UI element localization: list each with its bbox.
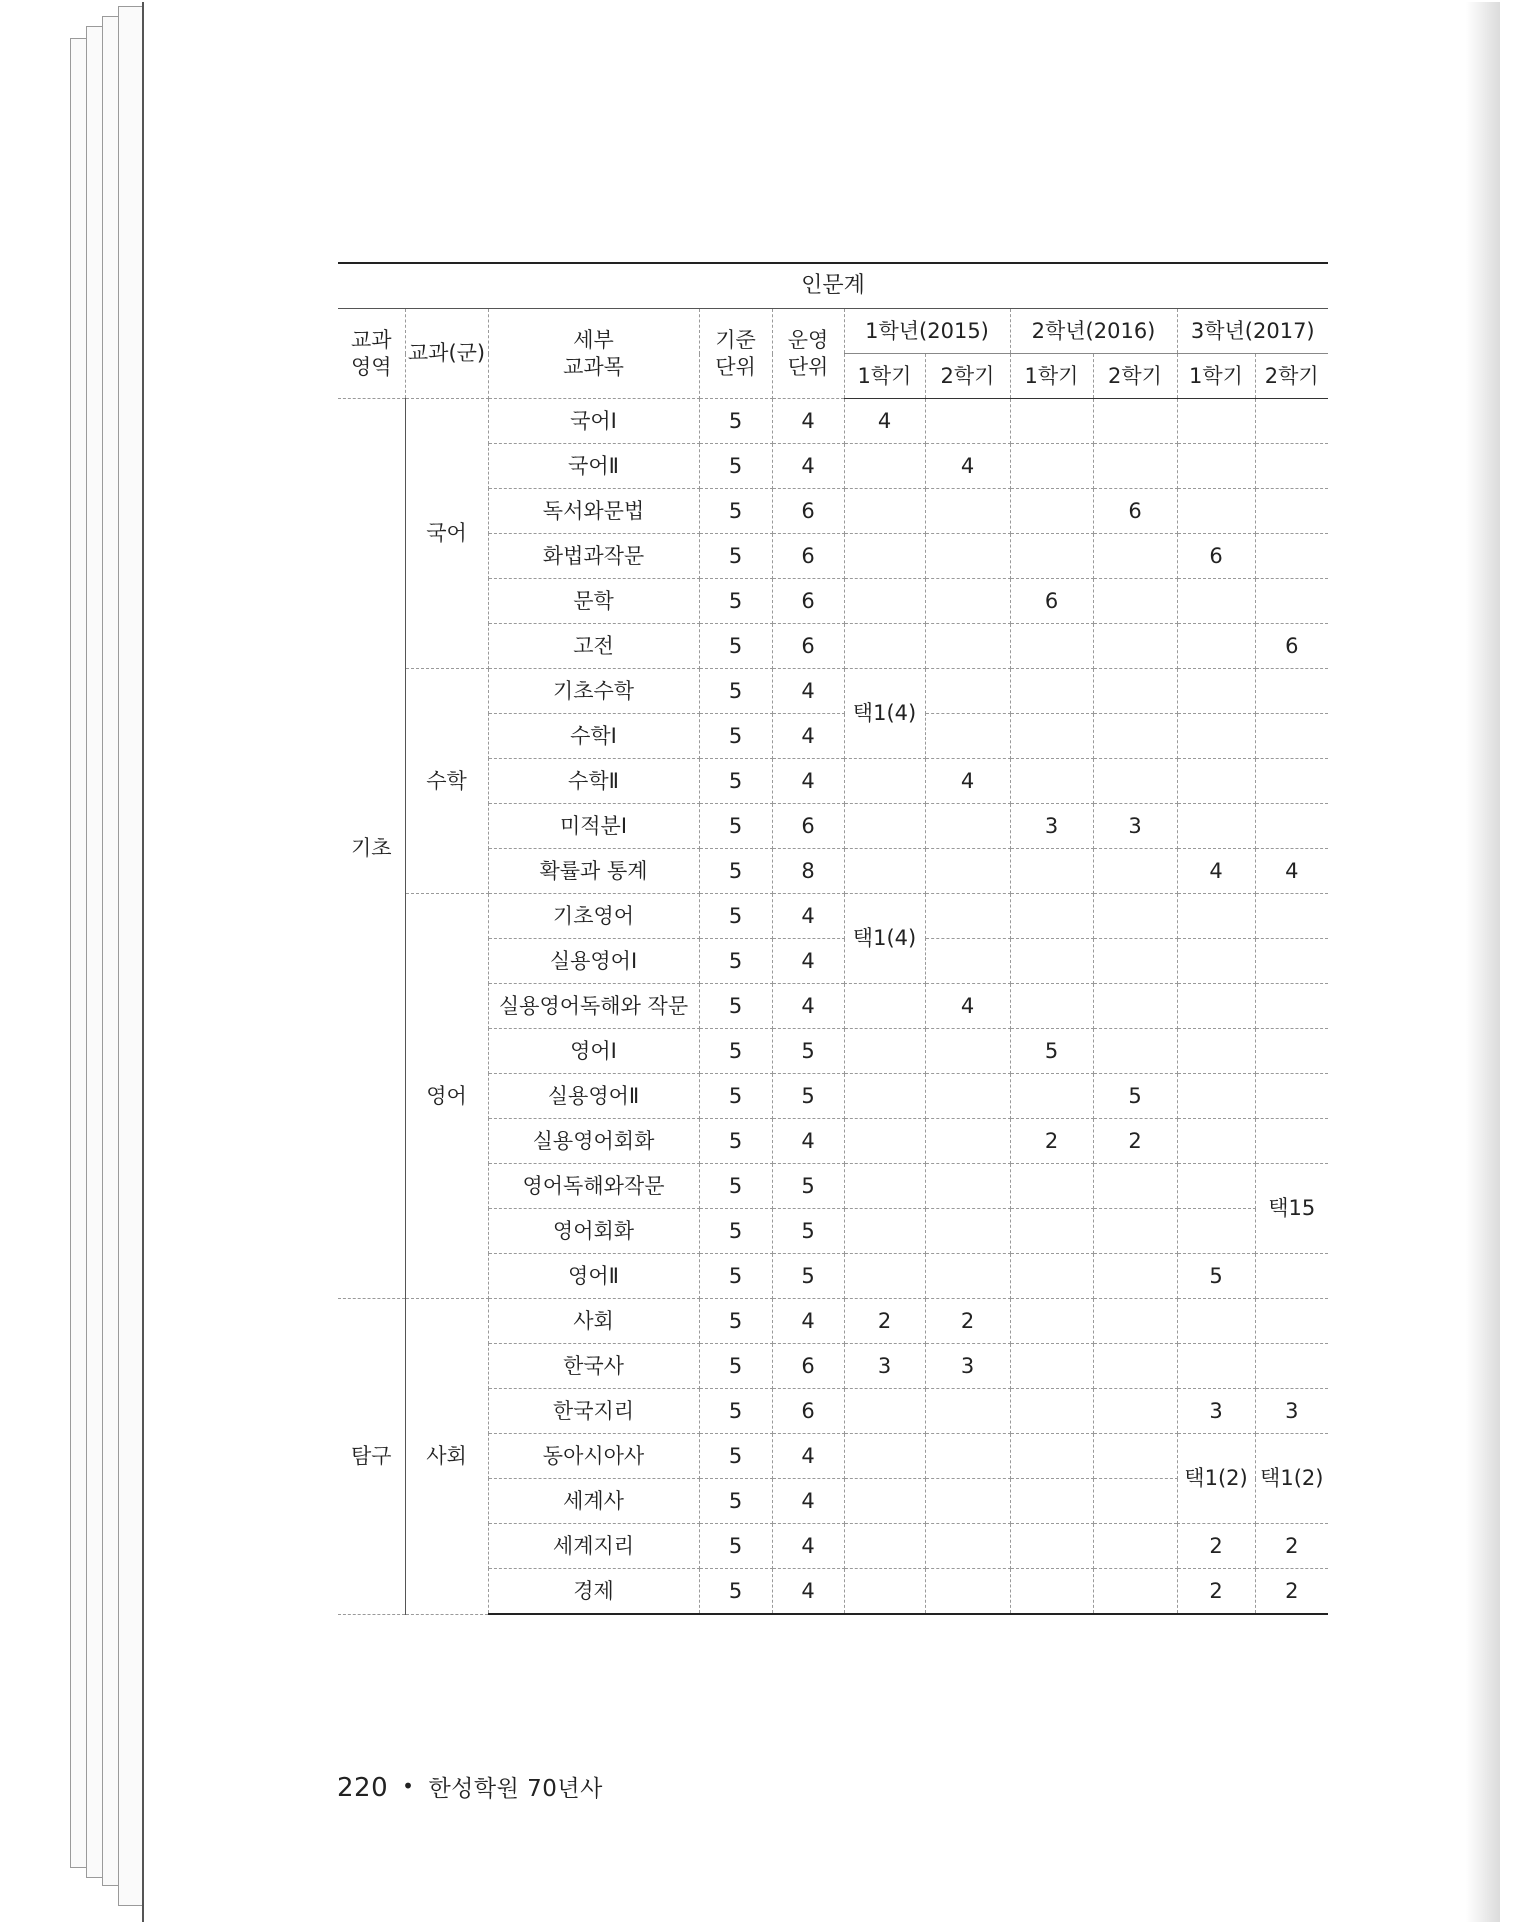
semester-cell: 2 [1177,1569,1255,1615]
subject-cell: 확률과 통계 [488,849,699,894]
semester-cell [1010,1209,1093,1254]
op-unit-cell: 4 [772,669,844,714]
semester-cell: 3 [1093,804,1177,849]
semester-cell [1255,1344,1328,1389]
subject-cell: 세계지리 [488,1524,699,1569]
semester-cell: 6 [1255,624,1328,669]
op-unit-cell: 4 [772,1434,844,1479]
op-unit-cell: 6 [772,1389,844,1434]
semester-cell [925,1389,1010,1434]
semester-cell [925,714,1010,759]
semester-cell [844,489,925,534]
semester-cell [1255,984,1328,1029]
semester-cell: 3 [1177,1389,1255,1434]
std-unit-cell: 5 [699,1164,772,1209]
header-semester: 1학기 [1010,354,1093,399]
semester-cell [1177,1299,1255,1344]
semester-cell [1177,489,1255,534]
semester-cell [925,1119,1010,1164]
semester-cell [1177,1344,1255,1389]
std-unit-cell: 5 [699,804,772,849]
semester-cell [1010,489,1093,534]
area-cell: 탐구 [338,1299,405,1615]
semester-cell [1010,1434,1093,1479]
semester-cell: 2 [844,1299,925,1344]
semester-cell [925,1524,1010,1569]
header-operating-units: 운영 단위 [772,309,844,399]
op-unit-cell: 5 [772,1164,844,1209]
semester-cell: 2 [1177,1524,1255,1569]
op-unit-cell: 5 [772,1254,844,1299]
semester-cell [1093,624,1177,669]
subject-cell: 독서와문법 [488,489,699,534]
semester-cell: 3 [844,1344,925,1389]
semester-cell [925,939,1010,984]
semester-cell [1010,1254,1093,1299]
semester-cell [1255,489,1328,534]
semester-cell [1255,939,1328,984]
semester-cell [1010,444,1093,489]
semester-cell [844,1254,925,1299]
header-semester: 2학기 [1093,354,1177,399]
semester-cell: 택1(2) [1255,1434,1328,1524]
page-number: 220 [337,1773,389,1803]
op-unit-cell: 4 [772,1299,844,1344]
header-area: 교과 영역 [338,309,405,399]
semester-cell [1177,714,1255,759]
semester-cell: 5 [1177,1254,1255,1299]
semester-cell [1255,399,1328,444]
semester-cell [1010,894,1093,939]
semester-cell [1093,1029,1177,1074]
std-unit-cell: 5 [699,444,772,489]
semester-cell: 택1(4) [844,894,925,984]
semester-cell [1093,1524,1177,1569]
semester-cell [1093,1209,1177,1254]
op-unit-cell: 4 [772,1569,844,1615]
subject-cell: 경제 [488,1569,699,1615]
semester-cell: 2 [925,1299,1010,1344]
subject-cell: 영어Ⅱ [488,1254,699,1299]
op-unit-cell: 5 [772,1209,844,1254]
group-cell: 영어 [405,894,488,1299]
semester-cell [1010,1389,1093,1434]
subject-cell: 화법과작문 [488,534,699,579]
semester-cell: 2 [1010,1119,1093,1164]
semester-cell [1093,894,1177,939]
semester-cell [844,1434,925,1479]
op-unit-cell: 4 [772,714,844,759]
semester-cell [1255,894,1328,939]
subject-cell: 세계사 [488,1479,699,1524]
header-semester: 2학기 [1255,354,1328,399]
op-unit-cell: 4 [772,399,844,444]
header-semester: 2학기 [925,354,1010,399]
subject-cell: 수학Ⅱ [488,759,699,804]
semester-cell [1177,444,1255,489]
semester-cell: 택15 [1255,1164,1328,1254]
header-semester: 1학기 [1177,354,1255,399]
semester-cell [925,804,1010,849]
semester-cell [925,1209,1010,1254]
semester-cell: 2 [1093,1119,1177,1164]
subject-cell: 실용영어Ⅰ [488,939,699,984]
op-unit-cell: 4 [772,939,844,984]
semester-cell [844,1119,925,1164]
op-unit-cell: 4 [772,1119,844,1164]
semester-cell: 6 [1010,579,1093,624]
semester-cell [1010,984,1093,1029]
subject-cell: 미적분Ⅰ [488,804,699,849]
group-cell: 사회 [405,1299,488,1615]
semester-cell [844,1389,925,1434]
curriculum-table-wrapper [338,262,1328,1615]
subject-cell: 고전 [488,624,699,669]
semester-cell: 2 [1255,1524,1328,1569]
std-unit-cell: 5 [699,534,772,579]
semester-cell [1177,1029,1255,1074]
semester-cell [1255,759,1328,804]
semester-cell [1093,579,1177,624]
semester-cell [1177,1119,1255,1164]
semester-cell [1093,714,1177,759]
semester-cell [844,1164,925,1209]
semester-cell [1255,1299,1328,1344]
header-standard-units: 기준 단위 [699,309,772,399]
std-unit-cell: 5 [699,1209,772,1254]
semester-cell [925,624,1010,669]
semester-cell [1177,939,1255,984]
semester-cell: 6 [1093,489,1177,534]
semester-cell [1093,849,1177,894]
semester-cell: 3 [1010,804,1093,849]
semester-cell [1093,534,1177,579]
std-unit-cell: 5 [699,714,772,759]
semester-cell [1093,939,1177,984]
subject-cell: 한국지리 [488,1389,699,1434]
std-unit-cell: 5 [699,849,772,894]
semester-cell [1010,1344,1093,1389]
semester-cell [1010,1074,1093,1119]
group-cell: 국어 [405,399,488,669]
semester-cell [925,1164,1010,1209]
semester-cell [1093,1299,1177,1344]
op-unit-cell: 5 [772,1029,844,1074]
op-unit-cell: 5 [772,1074,844,1119]
std-unit-cell: 5 [699,1254,772,1299]
semester-cell [844,534,925,579]
subject-cell: 수학Ⅰ [488,714,699,759]
std-unit-cell: 5 [699,1479,772,1524]
op-unit-cell: 6 [772,534,844,579]
semester-cell [844,984,925,1029]
std-unit-cell: 5 [699,939,772,984]
std-unit-cell: 5 [699,1569,772,1615]
semester-cell [844,1569,925,1615]
semester-cell [925,579,1010,624]
semester-cell [1255,1029,1328,1074]
subject-cell: 실용영어회화 [488,1119,699,1164]
semester-cell [1093,1254,1177,1299]
semester-cell [1010,1479,1093,1524]
std-unit-cell: 5 [699,1344,772,1389]
subject-cell: 사회 [488,1299,699,1344]
semester-cell [1177,1074,1255,1119]
semester-cell [1093,1344,1177,1389]
op-unit-cell: 4 [772,1524,844,1569]
semester-cell [1010,759,1093,804]
semester-cell [1093,984,1177,1029]
semester-cell: 4 [844,399,925,444]
semester-cell: 6 [1177,534,1255,579]
semester-cell [844,759,925,804]
semester-cell [925,1569,1010,1615]
semester-cell [925,399,1010,444]
semester-cell [925,1029,1010,1074]
semester-cell [1177,894,1255,939]
semester-cell: 5 [1010,1029,1093,1074]
semester-cell [925,669,1010,714]
op-unit-cell: 4 [772,984,844,1029]
semester-cell [1010,624,1093,669]
book-page [142,2,1500,1922]
semester-cell [1177,1164,1255,1209]
std-unit-cell: 5 [699,399,772,444]
op-unit-cell: 4 [772,759,844,804]
subject-cell: 동아시아사 [488,1434,699,1479]
semester-cell [1093,759,1177,804]
semester-cell [925,849,1010,894]
std-unit-cell: 5 [699,1434,772,1479]
std-unit-cell: 5 [699,984,772,1029]
semester-cell [844,1029,925,1074]
std-unit-cell: 5 [699,894,772,939]
header-year-1: 1학년(2015) [844,309,1010,354]
op-unit-cell: 4 [772,894,844,939]
semester-cell: 4 [1255,849,1328,894]
semester-cell [925,1254,1010,1299]
semester-cell [1093,1164,1177,1209]
curriculum-table [338,262,1328,1615]
subject-cell: 영어Ⅰ [488,1029,699,1074]
semester-cell: 4 [925,984,1010,1029]
semester-cell [1093,399,1177,444]
semester-cell [925,894,1010,939]
group-cell: 수학 [405,669,488,894]
op-unit-cell: 6 [772,804,844,849]
std-unit-cell: 5 [699,1074,772,1119]
semester-cell [1177,624,1255,669]
semester-cell [925,489,1010,534]
std-unit-cell: 5 [699,669,772,714]
op-unit-cell: 8 [772,849,844,894]
subject-cell: 영어독해와작문 [488,1164,699,1209]
semester-cell [1010,669,1093,714]
book-title: 한성학원 70년사 [428,1776,603,1802]
semester-cell [1093,1389,1177,1434]
op-unit-cell: 4 [772,1479,844,1524]
semester-cell [925,534,1010,579]
semester-cell: 택1(2) [1177,1434,1255,1524]
std-unit-cell: 5 [699,759,772,804]
std-unit-cell: 5 [699,1389,772,1434]
subject-cell: 기초수학 [488,669,699,714]
semester-cell [1255,534,1328,579]
semester-cell [1010,849,1093,894]
subject-cell: 문학 [488,579,699,624]
subject-cell: 실용영어독해와 작문 [488,984,699,1029]
std-unit-cell: 5 [699,624,772,669]
semester-cell [1255,669,1328,714]
op-unit-cell: 6 [772,624,844,669]
semester-cell [1255,804,1328,849]
semester-cell [1093,1434,1177,1479]
semester-cell [1010,1524,1093,1569]
semester-cell: 3 [925,1344,1010,1389]
semester-cell [844,1209,925,1254]
semester-cell [1093,444,1177,489]
semester-cell: 5 [1093,1074,1177,1119]
page-gutter-shadow [1466,2,1500,1922]
semester-cell [1010,399,1093,444]
semester-cell [1093,1569,1177,1615]
header-group: 교과(군) [405,309,488,399]
table-title: 인문계 [338,263,1328,309]
semester-cell [1255,1119,1328,1164]
semester-cell [1177,759,1255,804]
semester-cell [1177,984,1255,1029]
semester-cell [1093,1479,1177,1524]
semester-cell [1177,579,1255,624]
subject-cell: 기초영어 [488,894,699,939]
semester-cell [1177,1209,1255,1254]
footer-bullet: • [402,1774,415,1798]
std-unit-cell: 5 [699,1029,772,1074]
op-unit-cell: 6 [772,1344,844,1389]
semester-cell [925,1074,1010,1119]
op-unit-cell: 6 [772,579,844,624]
std-unit-cell: 5 [699,489,772,534]
semester-cell: 4 [925,759,1010,804]
page-footer [337,1770,603,1803]
semester-cell [844,804,925,849]
subject-cell: 영어회화 [488,1209,699,1254]
semester-cell: 4 [1177,849,1255,894]
semester-cell [1177,669,1255,714]
semester-cell [1010,939,1093,984]
semester-cell [1010,714,1093,759]
semester-cell [1255,1254,1328,1299]
area-cell: 기초 [338,399,405,1299]
subject-cell: 실용영어Ⅱ [488,1074,699,1119]
semester-cell [1255,714,1328,759]
semester-cell [844,1074,925,1119]
semester-cell [1010,1164,1093,1209]
semester-cell: 4 [925,444,1010,489]
semester-cell [844,1524,925,1569]
semester-cell [925,1434,1010,1479]
semester-cell [1255,1074,1328,1119]
subject-cell: 한국사 [488,1344,699,1389]
semester-cell [1010,1299,1093,1344]
header-year-2: 2학년(2016) [1010,309,1177,354]
semester-cell [844,579,925,624]
op-unit-cell: 6 [772,489,844,534]
header-year-3: 3학년(2017) [1177,309,1328,354]
header-semester: 1학기 [844,354,925,399]
subject-cell: 국어Ⅱ [488,444,699,489]
semester-cell [1093,669,1177,714]
semester-cell [1010,534,1093,579]
semester-cell [844,624,925,669]
semester-cell [1177,399,1255,444]
std-unit-cell: 5 [699,1524,772,1569]
semester-cell: 택1(4) [844,669,925,759]
header-subject: 세부 교과목 [488,309,699,399]
semester-cell [1255,444,1328,489]
op-unit-cell: 4 [772,444,844,489]
semester-cell: 3 [1255,1389,1328,1434]
semester-cell [1010,1569,1093,1615]
semester-cell [844,1479,925,1524]
semester-cell [844,849,925,894]
std-unit-cell: 5 [699,1119,772,1164]
semester-cell [925,1479,1010,1524]
semester-cell: 2 [1255,1569,1328,1615]
subject-cell: 국어Ⅰ [488,399,699,444]
std-unit-cell: 5 [699,579,772,624]
semester-cell [1177,804,1255,849]
semester-cell [1255,579,1328,624]
semester-cell [844,444,925,489]
std-unit-cell: 5 [699,1299,772,1344]
